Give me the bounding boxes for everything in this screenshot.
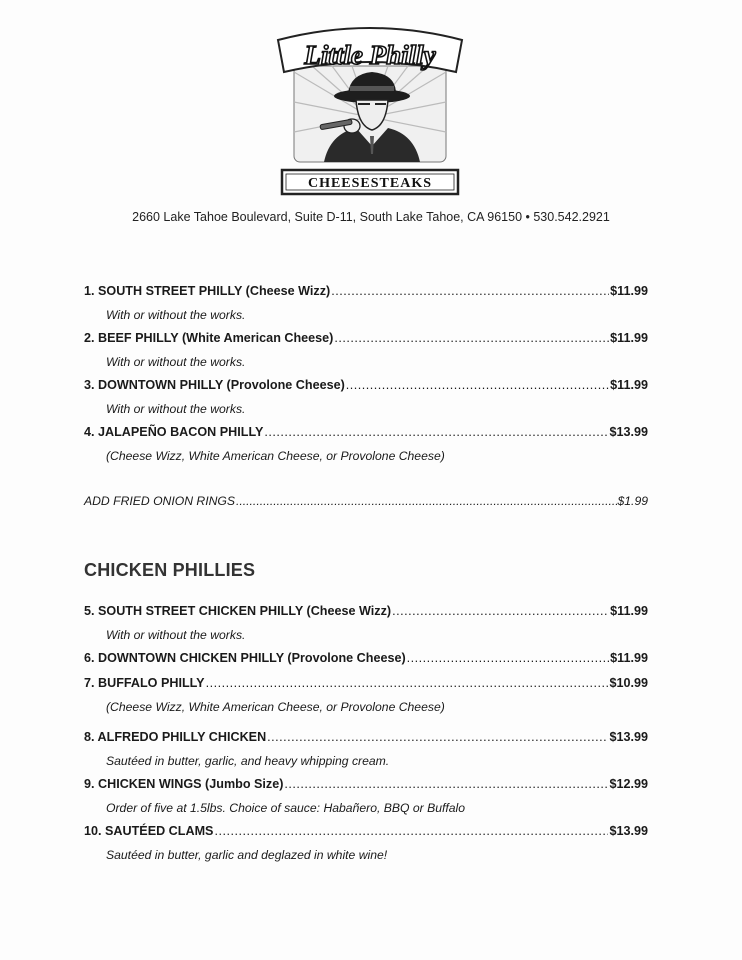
menu-item (84, 284, 648, 324)
item-price: $10.99 (609, 676, 648, 690)
item-price: $13.99 (609, 730, 648, 744)
item-description: Sautéed in butter, garlic, and heavy whipping cream. (106, 754, 390, 768)
little-philly-logo (272, 22, 468, 198)
item-price: $11.99 (610, 378, 648, 392)
restaurant-address: 2660 Lake Tahoe Boulevard, Suite D-11, South Lake Tahoe, CA 96150 • 530.542.2921 (132, 210, 610, 224)
addon-price: $1.99 (617, 494, 648, 508)
item-description: With or without the works. (106, 355, 246, 369)
item-description: With or without the works. (106, 308, 246, 322)
item-description: (Cheese Wizz, White American Cheese, or Provolone Cheese) (106, 700, 445, 714)
item-name: 6. DOWNTOWN CHICKEN PHILLY (Provolone Cheese) (84, 651, 406, 665)
item-description: Sautéed in butter, garlic and deglazed in white wine! (106, 848, 388, 862)
item-price: $12.99 (609, 777, 648, 791)
item-name: 7. BUFFALO PHILLY (84, 676, 205, 690)
item-price: $13.99 (609, 425, 648, 439)
item-name: 8. ALFREDO PHILLY CHICKEN (84, 730, 267, 744)
addon-line (84, 494, 648, 508)
menu-item (84, 730, 648, 770)
menu-item (84, 425, 648, 465)
addon-label: ADD FRIED ONION RINGS (84, 494, 235, 508)
logo-script-text: Little Philly (304, 40, 436, 70)
menu-list-steak (84, 284, 648, 472)
item-name: 3. DOWNTOWN PHILLY (Provolone Cheese) (84, 378, 345, 392)
item-description: With or without the works. (106, 402, 246, 416)
item-description: With or without the works. (106, 628, 246, 642)
item-description: (Cheese Wizz, White American Cheese, or Provolone Cheese) (106, 449, 445, 463)
item-name: 9. CHICKEN WINGS (Jumbo Size) (84, 777, 284, 791)
menu-list-chicken (84, 604, 648, 871)
item-price: $11.99 (610, 284, 648, 298)
item-name: 4. JALAPEÑO BACON PHILLY (84, 425, 264, 439)
menu-item (84, 777, 648, 817)
menu-item (84, 378, 648, 418)
item-price: $11.99 (610, 331, 648, 345)
menu-item (84, 676, 648, 716)
item-price: $13.99 (609, 824, 648, 838)
menu-item (84, 331, 648, 371)
item-description: Order of five at 1.5lbs. Choice of sauce: Habañero, BBQ or Buffalo (106, 801, 466, 815)
item-name: 5. SOUTH STREET CHICKEN PHILLY (Cheese Wizz) (84, 604, 392, 618)
item-price: $11.99 (610, 604, 648, 618)
item-name: 2. BEEF PHILLY (White American Cheese) (84, 331, 334, 345)
menu-item (84, 651, 648, 669)
item-price: $11.99 (610, 651, 648, 665)
item-name: 1. SOUTH STREET PHILLY (Cheese Wizz) (84, 284, 331, 298)
item-name: 10. SAUTÉED CLAMS (84, 824, 214, 838)
section-title-chicken: CHICKEN PHILLIES (84, 560, 256, 580)
menu-item (84, 604, 648, 644)
menu-item (84, 824, 648, 864)
logo-banner-text: CHEESESTEAKS (307, 176, 433, 191)
